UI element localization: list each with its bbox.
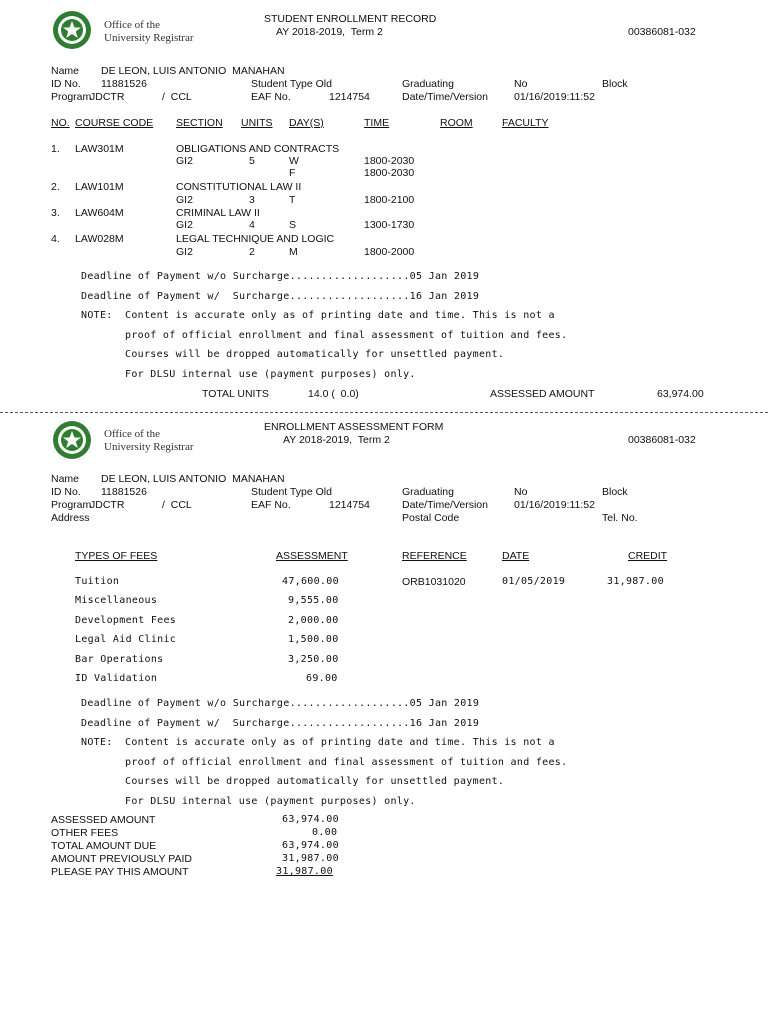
enrollment-title: STUDENT ENROLLMENT RECORD xyxy=(264,13,437,25)
total-units-label: TOTAL UNITS xyxy=(202,388,269,400)
course-title: OBLIGATIONS AND CONTRACTS xyxy=(176,143,340,155)
summary-label: PLEASE PAY THIS AMOUNT xyxy=(51,866,189,878)
amount-to-pay-value: 31,987.00 xyxy=(276,866,333,877)
col-assessment-header: ASSESSMENT xyxy=(276,550,348,562)
student-name: DE LEON, LUIS ANTONIO MANAHAN xyxy=(101,473,285,485)
deadline-with-surcharge: Deadline of Payment w/ Surcharge...................16 Jan 2019 xyxy=(81,291,480,302)
course-code: LAW301M xyxy=(75,143,124,155)
fee-type: Development Fees xyxy=(75,615,177,626)
fee-type: Miscellaneous xyxy=(75,595,158,606)
deadline-no-surcharge: Deadline of Payment w/o Surcharge...................05 Jan 2019 xyxy=(81,698,480,709)
college-value: / CCL xyxy=(162,91,192,103)
fee-amount: 2,000.00 xyxy=(288,615,339,626)
registrar-office-line1: Office of the xyxy=(104,19,160,31)
summary-label: OTHER FEES xyxy=(51,827,119,839)
fee-type: Bar Operations xyxy=(75,654,164,665)
course-units: 4 xyxy=(249,219,255,231)
payment-date: 01/05/2019 xyxy=(502,576,566,587)
summary-value: 31,987.00 xyxy=(282,853,339,864)
course-day: F xyxy=(289,167,296,179)
course-code: LAW604M xyxy=(75,207,124,219)
eaf-label: EAF No. xyxy=(251,499,291,511)
program-value: JDCTR xyxy=(90,91,125,103)
course-time: 1800-2000 xyxy=(364,246,415,258)
registrar-office-line2: University Registrar xyxy=(104,32,194,44)
total-units-value: 14.0 ( 0.0) xyxy=(308,388,359,400)
registrar-office-line1: Office of the xyxy=(104,428,160,440)
col-time-header: TIME xyxy=(364,117,390,129)
course-day: M xyxy=(289,246,298,258)
enrollment-ay: AY 2018-2019, Term 2 xyxy=(276,26,383,38)
col-faculty-header: FACULTY xyxy=(502,117,549,129)
name-label: Name xyxy=(51,65,80,77)
col-fee-types-header: TYPES OF FEES xyxy=(75,550,158,562)
summary-value: 0.00 xyxy=(312,827,338,838)
student-id: 11881526 xyxy=(101,78,147,90)
course-time: 1800-2030 xyxy=(364,155,415,167)
payment-credit: 31,987.00 xyxy=(607,576,664,587)
eaf-value: 1214754 xyxy=(329,91,370,103)
note-line-4: For DLSU internal use (payment purposes) only. xyxy=(125,796,416,807)
course-section: GI2 xyxy=(176,194,193,206)
cut-line-divider xyxy=(0,412,768,413)
note-line-2: proof of official enrollment and final assessment of tuition and fees. xyxy=(125,757,568,768)
note-line-2: proof of official enrollment and final assessment of tuition and fees. xyxy=(125,330,568,341)
summary-label: AMOUNT PREVIOUSLY PAID xyxy=(51,853,193,865)
summary-label: ASSESSED AMOUNT xyxy=(51,814,156,826)
col-units-header: UNITS xyxy=(241,117,273,129)
note-line-4: For DLSU internal use (payment purposes) only. xyxy=(125,369,416,380)
col-credit-header: CREDIT xyxy=(628,550,668,562)
block-label: Block xyxy=(602,78,628,90)
fee-amount: 69.00 xyxy=(306,673,338,684)
course-no: 1. xyxy=(51,143,60,155)
name-label: Name xyxy=(51,473,80,485)
postal-code-label: Postal Code xyxy=(402,512,460,524)
course-time: 1800-2030 xyxy=(364,167,415,179)
student-type: Student Type Old xyxy=(251,486,332,498)
datetime-value: 01/16/2019:11:52 xyxy=(514,91,595,103)
eaf-label: EAF No. xyxy=(251,91,291,103)
course-section: GI2 xyxy=(176,246,193,258)
col-date-header: DATE xyxy=(502,550,530,562)
fee-amount: 47,600.00 xyxy=(282,576,339,587)
datetime-label: Date/Time/Version xyxy=(402,91,488,103)
course-day: T xyxy=(289,194,296,206)
assessed-amount-value: 63,974.00 xyxy=(657,388,704,400)
address-label: Address xyxy=(51,512,90,524)
deadline-with-surcharge: Deadline of Payment w/ Surcharge...................16 Jan 2019 xyxy=(81,718,480,729)
student-id: 11881526 xyxy=(101,486,147,498)
note-line-1: Content is accurate only as of printing date and time. This is not a xyxy=(125,737,555,748)
dlsu-seal-icon xyxy=(52,10,92,50)
note-label: NOTE: xyxy=(81,737,113,748)
note-line-3: Courses will be dropped automatically for unsettled payment. xyxy=(125,776,505,787)
col-code-header: COURSE CODE xyxy=(75,117,154,129)
student-name: DE LEON, LUIS ANTONIO MANAHAN xyxy=(101,65,285,77)
course-no: 4. xyxy=(51,233,60,245)
note-line-3: Courses will be dropped automatically for unsettled payment. xyxy=(125,349,505,360)
summary-value: 63,974.00 xyxy=(282,840,339,851)
payment-reference: ORB1031020 xyxy=(402,576,466,588)
assessed-amount-label: ASSESSED AMOUNT xyxy=(490,388,595,400)
datetime-label: Date/Time/Version xyxy=(402,499,488,511)
id-label: ID No. xyxy=(51,78,81,90)
fee-type: Legal Aid Clinic xyxy=(75,634,177,645)
course-units: 5 xyxy=(249,155,255,167)
program-label: Program xyxy=(51,499,92,511)
tel-no-label: Tel. No. xyxy=(602,512,638,524)
note-label: NOTE: xyxy=(81,310,113,321)
deadline-no-surcharge: Deadline of Payment w/o Surcharge...................05 Jan 2019 xyxy=(81,271,480,282)
course-no: 2. xyxy=(51,181,60,193)
fee-amount: 9,555.00 xyxy=(288,595,339,606)
assessment-doc-no: 00386081-032 xyxy=(628,434,696,446)
course-units: 3 xyxy=(249,194,255,206)
course-time: 1800-2100 xyxy=(364,194,415,206)
col-no-header: NO. xyxy=(51,117,70,129)
graduating-label: Graduating xyxy=(402,486,454,498)
col-days-header: DAY(S) xyxy=(289,117,324,129)
registrar-office-line2: University Registrar xyxy=(104,441,194,453)
eaf-value: 1214754 xyxy=(329,499,370,511)
note-line-1: Content is accurate only as of printing date and time. This is not a xyxy=(125,310,555,321)
col-section-header: SECTION xyxy=(176,117,223,129)
assessment-ay: AY 2018-2019, Term 2 xyxy=(283,434,390,446)
col-reference-header: REFERENCE xyxy=(402,550,467,562)
course-title: CRIMINAL LAW II xyxy=(176,207,260,219)
col-room-header: ROOM xyxy=(440,117,473,129)
program-label: Program xyxy=(51,91,92,103)
student-type: Student Type Old xyxy=(251,78,332,90)
summary-value: 63,974.00 xyxy=(282,814,339,825)
program-value: JDCTR xyxy=(90,499,125,511)
course-title: LEGAL TECHNIQUE AND LOGIC xyxy=(176,233,335,245)
enrollment-doc-no: 00386081-032 xyxy=(628,26,696,38)
id-label: ID No. xyxy=(51,486,81,498)
assessment-title: ENROLLMENT ASSESSMENT FORM xyxy=(264,421,444,433)
graduating-value: No xyxy=(514,78,528,90)
course-time: 1300-1730 xyxy=(364,219,415,231)
course-units: 2 xyxy=(249,246,255,258)
course-code: LAW028M xyxy=(75,233,124,245)
fee-amount: 3,250.00 xyxy=(288,654,339,665)
course-section: GI2 xyxy=(176,219,193,231)
graduating-label: Graduating xyxy=(402,78,454,90)
datetime-value: 01/16/2019:11:52 xyxy=(514,499,595,511)
fee-type: ID Validation xyxy=(75,673,158,684)
dlsu-seal-icon xyxy=(52,420,92,460)
fee-amount: 1,500.00 xyxy=(288,634,339,645)
graduating-value: No xyxy=(514,486,528,498)
course-day: S xyxy=(289,219,297,231)
course-section: GI2 xyxy=(176,155,193,167)
course-no: 3. xyxy=(51,207,60,219)
college-value: / CCL xyxy=(162,499,192,511)
course-title: CONSTITUTIONAL LAW II xyxy=(176,181,302,193)
course-code: LAW101M xyxy=(75,181,124,193)
summary-label: TOTAL AMOUNT DUE xyxy=(51,840,157,852)
block-label: Block xyxy=(602,486,628,498)
course-day: W xyxy=(289,155,299,167)
fee-type: Tuition xyxy=(75,576,120,587)
